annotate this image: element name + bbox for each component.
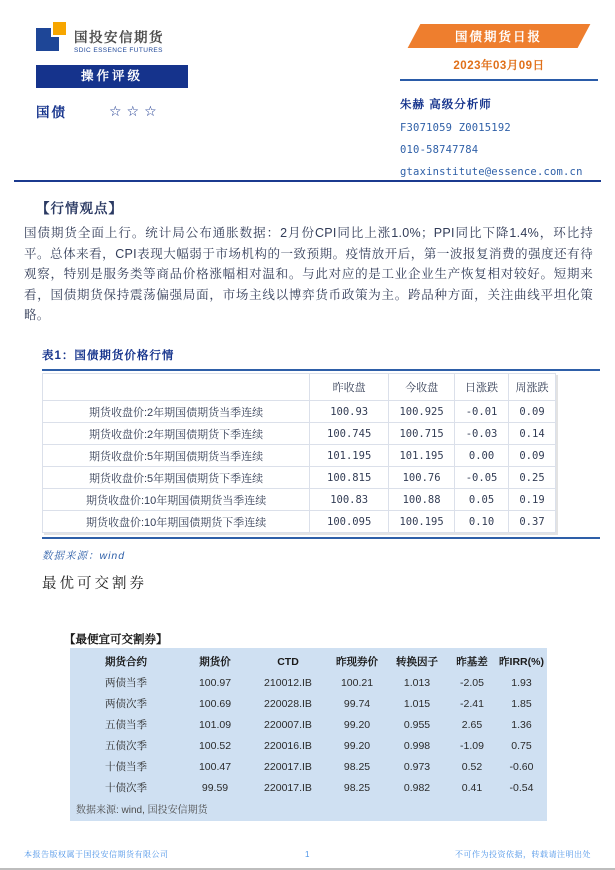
table-row <box>43 489 556 511</box>
column-header: 昨收盘 <box>310 374 389 401</box>
table-cell: 0.982 <box>403 781 431 794</box>
table-cell: 100.88 <box>389 489 455 511</box>
analyst-email[interactable]: gtaxinstitute@essence.com.cn <box>400 166 583 178</box>
column-header: 周涨跌 <box>509 374 556 401</box>
table-cell: 100.83 <box>310 489 389 511</box>
table-cell: -0.60 <box>509 760 534 773</box>
table-cell: 220017.IB <box>264 781 312 794</box>
table-cell: -0.03 <box>455 423 509 445</box>
ctd-source: 数据来源: wind, 国投安信期货 <box>76 805 208 816</box>
table-cell: 期货收盘价:5年期国债期货下季连续 <box>43 467 310 489</box>
table-cell: 0.10 <box>455 511 509 533</box>
ctd-table-block <box>70 648 547 821</box>
table-cell: 210012.IB <box>264 676 312 689</box>
futures-price-section <box>42 347 600 563</box>
cheapest-to-deliver-table <box>70 651 547 798</box>
table-cell: 1.36 <box>511 718 532 731</box>
table-cell: 两债次季 <box>105 698 147 710</box>
table-row <box>43 445 556 467</box>
table-cell: -0.54 <box>509 781 534 794</box>
table-row <box>70 756 547 777</box>
logo-text <box>74 22 164 54</box>
table-cell: 100.745 <box>310 423 389 445</box>
section-title-market-view: 【行情观点】 <box>36 201 123 216</box>
table-row <box>70 714 547 735</box>
column-header: CTD <box>277 655 299 668</box>
table-cell: 100.815 <box>310 467 389 489</box>
rating-banner: 操作评级 <box>36 65 188 88</box>
table-cell: 0.41 <box>461 781 483 794</box>
column-header <box>43 374 310 401</box>
rating-row <box>36 101 296 121</box>
table-cell: 99.59 <box>201 781 229 794</box>
rating-subject: 国债 <box>36 105 67 120</box>
header-divider <box>14 180 601 182</box>
analyst-license: F3071059 Z0015192 <box>400 122 511 134</box>
table-cell: 期货收盘价:2年期国债期货下季连续 <box>43 423 310 445</box>
column-header: 昨现券价 <box>336 656 378 668</box>
table-header-row <box>43 374 556 401</box>
table-cell: 99.74 <box>343 697 371 710</box>
table-cell: 101.09 <box>198 718 232 731</box>
table-cell: 98.25 <box>343 781 371 794</box>
table-cell: 100.195 <box>389 511 455 533</box>
table-cell: 100.76 <box>389 467 455 489</box>
table-cell: -0.05 <box>455 467 509 489</box>
table-cell: 100.715 <box>389 423 455 445</box>
table-cell: -2.05 <box>460 676 484 689</box>
ctd-table-label: 【最便宜可交割券】 <box>64 634 168 646</box>
table-cell: 1.93 <box>511 676 532 689</box>
logo-orange-square <box>51 22 66 37</box>
table-cell: -2.41 <box>460 697 484 710</box>
company-name-en: SDIC ESSENCE FUTURES <box>74 47 163 54</box>
column-header: 转换因子 <box>396 656 438 668</box>
column-header: 昨IRR(%) <box>499 656 544 668</box>
table1-title: 表1：国债期货价格行情 <box>42 347 600 371</box>
footer-copyright: 本报告版权属于国投安信期货有限公司 <box>24 850 169 859</box>
table-cell: 1.015 <box>403 697 431 710</box>
table-cell: 两债当季 <box>105 677 147 689</box>
table-cell: 100.47 <box>198 760 232 773</box>
table-cell: 220016.IB <box>264 739 312 752</box>
table-cell: 0.973 <box>403 760 431 773</box>
ctd-section-title: 最优可交割券 <box>42 576 147 592</box>
table-row <box>70 693 547 714</box>
table-cell: 220017.IB <box>264 760 312 773</box>
table-cell: 期货收盘价:5年期国债期货当季连续 <box>43 445 310 467</box>
table-cell: 0.998 <box>403 739 431 752</box>
table-row <box>70 735 547 756</box>
table-cell: -0.01 <box>455 401 509 423</box>
column-header: 昨基差 <box>456 656 488 668</box>
footer-disclaimer: 不可作为投资依据，转载请注明出处 <box>455 850 591 859</box>
table-cell: 100.52 <box>198 739 232 752</box>
table-cell: 十债次季 <box>105 782 147 794</box>
table-cell: 99.20 <box>343 718 371 731</box>
table-cell: 期货收盘价:10年期国债期货下季连续 <box>43 511 310 533</box>
table-cell: 五债当季 <box>105 719 147 731</box>
table-cell: 98.25 <box>343 760 371 773</box>
table-cell: 0.25 <box>509 467 556 489</box>
table-cell: 期货收盘价:10年期国债期货当季连续 <box>43 489 310 511</box>
table-cell: 十债当季 <box>105 761 147 773</box>
table1-source: 数据来源：wind <box>42 550 126 562</box>
report-date: 2023年03月09日 <box>400 57 598 81</box>
header-left <box>36 22 296 121</box>
column-header: 日涨跌 <box>455 374 509 401</box>
table-row <box>43 401 556 423</box>
company-logo <box>36 22 296 54</box>
table-header-row <box>70 651 547 672</box>
column-header: 期货合约 <box>105 656 147 668</box>
table-row <box>70 672 547 693</box>
table-cell: 期货收盘价:2年期国债期货当季连续 <box>43 401 310 423</box>
table-cell: 100.21 <box>340 676 374 689</box>
table-row <box>43 511 556 533</box>
table-cell: 2.65 <box>461 718 483 731</box>
table-cell: 0.955 <box>403 718 431 731</box>
table-cell: 100.69 <box>198 697 232 710</box>
table-cell: 220028.IB <box>264 697 312 710</box>
analyst-name: 朱赫 高级分析师 <box>400 99 492 111</box>
page-number: 1 <box>305 850 310 859</box>
company-name-cn: 国投安信期货 <box>74 30 164 45</box>
table-cell: 1.013 <box>403 676 431 689</box>
table-cell: 0.09 <box>509 401 556 423</box>
table-cell: 0.75 <box>511 739 532 752</box>
table-cell: 100.97 <box>198 676 232 689</box>
report-banner <box>414 24 584 48</box>
table-row <box>43 423 556 445</box>
table-cell: 99.20 <box>343 739 371 752</box>
table-cell: 0.00 <box>455 445 509 467</box>
table-row <box>70 777 547 798</box>
table-cell: 1.85 <box>511 697 532 710</box>
table-cell: 0.19 <box>509 489 556 511</box>
table-cell: 100.93 <box>310 401 389 423</box>
header-right <box>400 24 598 178</box>
table-cell: 0.05 <box>455 489 509 511</box>
logo-mark-icon <box>36 22 67 53</box>
table-cell: 100.095 <box>310 511 389 533</box>
table1-bottom-rule <box>42 537 600 539</box>
table-cell: 0.09 <box>509 445 556 467</box>
report-title: 国债期货日报 <box>455 30 543 44</box>
futures-price-table <box>42 373 556 533</box>
table-cell: 0.37 <box>509 511 556 533</box>
market-view-paragraph: 国债期货全面上行。统计局公布通胀数据：2月份CPI同比上涨1.0%；PPI同比下降1.4%，环比持平。总体来看，CPI表现大幅弱于市场机构的一致预期。疫情放开后，第一波报复消费的强度还有待观察，特别是服务类等商品价格涨幅相对温和。与此对应的是工业企业生产恢复相对较好。短期来看，国债期货保持震荡偏强局面，市场主线以博弈货币政策为主。跨品种方面，关注曲线平坦化策略。 <box>24 226 593 322</box>
table-cell: 0.52 <box>461 760 483 773</box>
table-cell: -1.09 <box>460 739 484 752</box>
table-cell: 220007.IB <box>264 718 312 731</box>
table-cell: 五债次季 <box>105 740 147 752</box>
table-cell: 0.14 <box>509 423 556 445</box>
column-header: 期货价 <box>199 656 231 668</box>
table-cell: 101.195 <box>310 445 389 467</box>
analyst-phone: 010-58747784 <box>400 144 479 156</box>
star-rating-icon: ☆☆☆ <box>109 102 162 119</box>
table-cell: 101.195 <box>389 445 455 467</box>
table-row <box>43 467 556 489</box>
column-header: 今收盘 <box>389 374 455 401</box>
page-footer <box>0 849 615 860</box>
table-cell: 100.925 <box>389 401 455 423</box>
